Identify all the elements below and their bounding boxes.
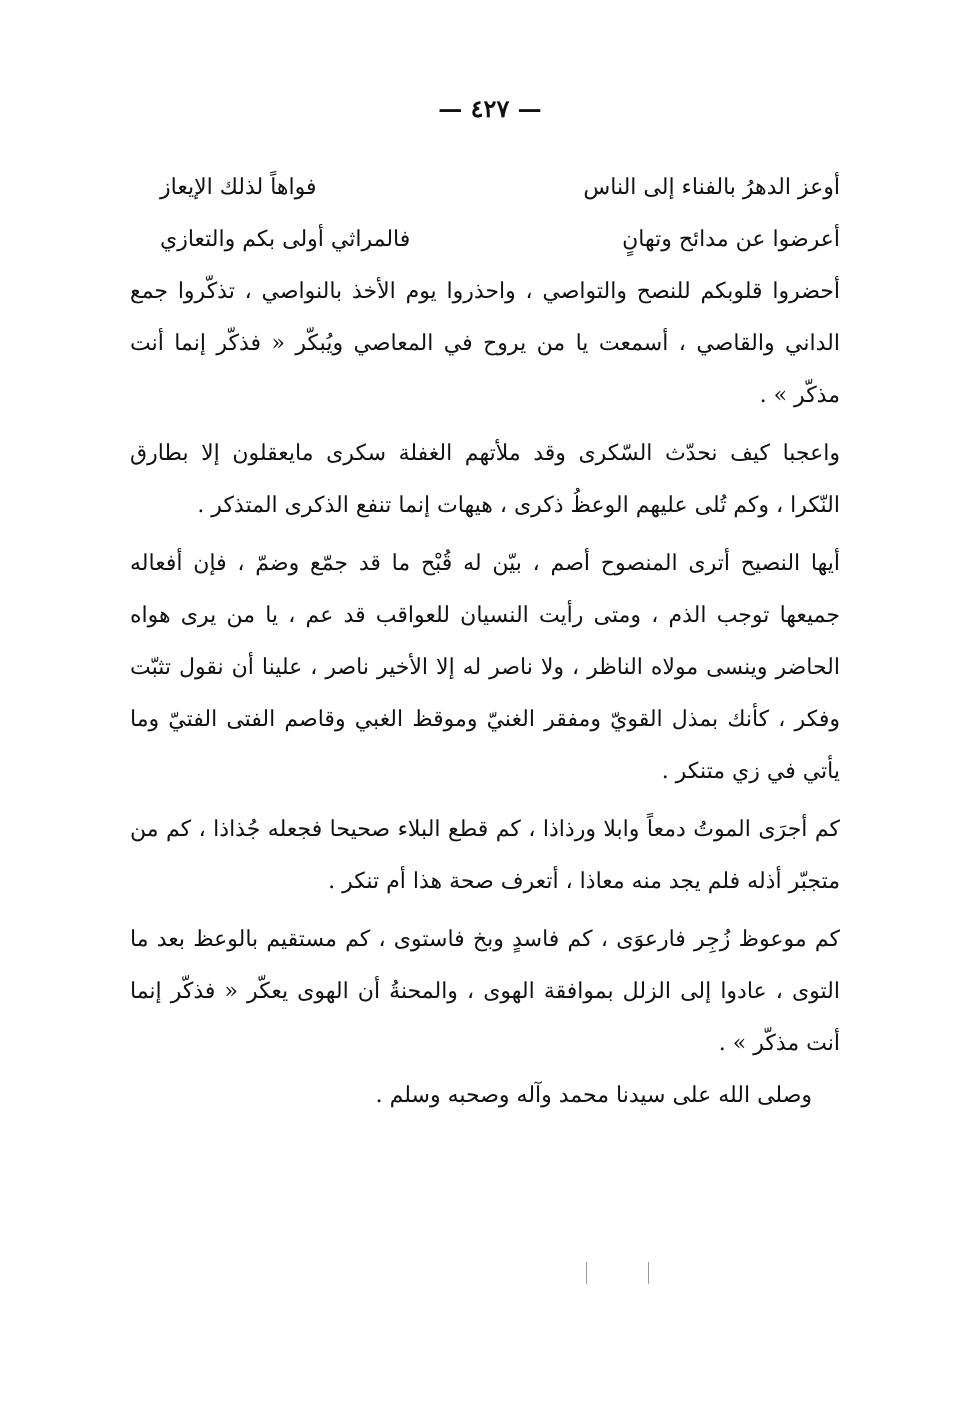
verse-line-2 (160, 214, 840, 266)
paragraph-3: أيها النصيح أترى المنصوح أصم ، بيّن له قُبْح ما قد جمّع وضمّ ، فإن أفعاله جميعها توجب الذم ، ومتى رأيت النسيان للعواقب قد عم ، يا من يرى هواه الحاضر وينسى مولاه الناظر ، ولا ناصر له إلا الأخير ناصر ، علينا أن نقول تثبّت وفكر ، كأنك بمذل القويّ ومفقر الغنيّ وموقظ الغبي وقاصم الفتى الفتيّ وما يأتي في زي متنكر . (130, 551, 840, 784)
verse-1-second-hemistich: فواهاً لذلك الإيعاز (160, 175, 317, 200)
verse-2-second-hemistich: فالمراثي أولى بكم والتعازي (160, 227, 411, 252)
paragraph-2: واعجبا كيف نحدّث السّكرى وقد ملأتهم الغفلة سكرى مايعقلون إلا بطارق النّكرا ، وكم تُلى عليهم الوعظُ ذكرى ، هيهات إنما تنفع الذكرى المتذكر . (130, 441, 840, 518)
page-number: — ٤٢٧ — (438, 94, 542, 123)
scan-mark (648, 1262, 649, 1284)
paragraph-4: كم أجرَى الموتُ دمعاً وابلا ورذاذا ، كم قطع البلاء صحيحا فجعله جُذاذا ، كم من متجبّر أذله فلم يجد منه معاذا ، أتعرف صحة هذا أم تنكر . (130, 817, 840, 894)
closing-line: وصلى الله على سيدنا محمد وآله وصحبه وسلم . (375, 1083, 812, 1108)
paragraph-5: كم موعوظ زُجِر فارعوَى ، كم فاسدٍ وبخ فاستوى ، كم مستقيم بالوعظ بعد ما التوى ، عادوا إلى الزلل بموافقة الهوى ، والمحنةُ أن الهوى يعكّر « فذكّر إنما أنت مذكّر » . (130, 927, 840, 1056)
scan-artifact-marks (586, 1262, 656, 1288)
scan-mark (586, 1262, 587, 1284)
page-body (130, 162, 840, 1122)
paragraph-1: أحضروا قلوبكم للنصح والتواصي ، واحذروا يوم الأخذ بالنواصي ، تذكّروا جمع الداني والقاصي ، أسمعت يا من يروح في المعاصي ويُبكّر « فذكّر إنما أنت مذكّر » . (130, 279, 840, 408)
verse-1-first-hemistich: أوعز الدهرُ بالفناء إلى الناس (583, 175, 840, 200)
verse-line-1 (160, 162, 840, 214)
verse-2-first-hemistich: أعرضوا عن مدائح وتهانٍ (622, 227, 840, 252)
